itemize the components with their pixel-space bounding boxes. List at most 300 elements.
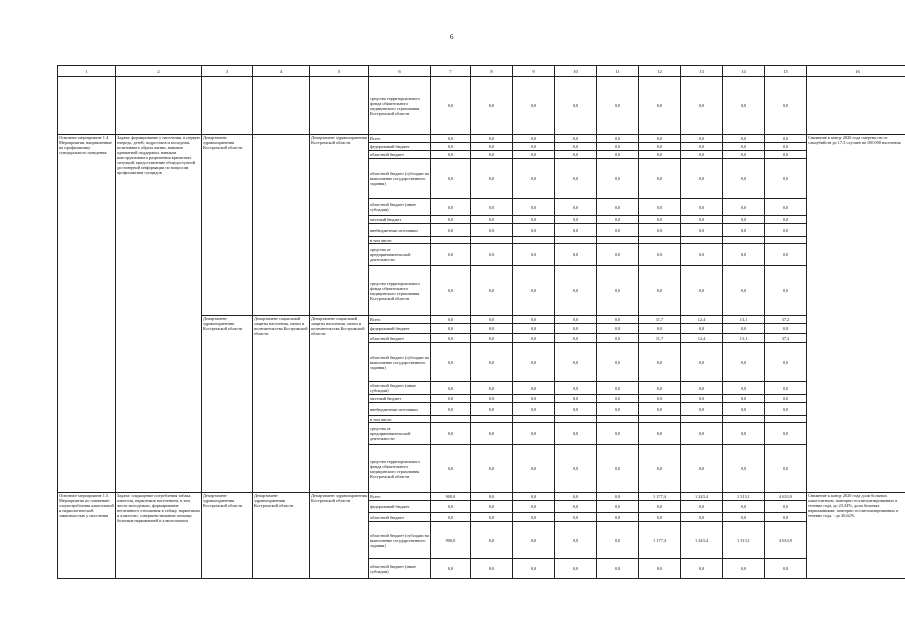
header-col-number: 11 xyxy=(597,66,639,77)
funding-value: 0,0 xyxy=(723,423,765,445)
funding-value: 0,0 xyxy=(555,423,597,445)
funding-value: 0,0 xyxy=(513,224,555,237)
funding-value: 0,0 xyxy=(513,395,555,403)
funding-value: 0,0 xyxy=(723,382,765,395)
funding-value: 13,1 xyxy=(723,334,765,343)
funding-value: 0,0 xyxy=(597,493,639,501)
funding-value: 0,0 xyxy=(765,77,807,135)
funding-value: 0,0 xyxy=(597,216,639,224)
funding-value: 0,0 xyxy=(681,224,723,237)
funding-value: 0,0 xyxy=(555,143,597,151)
funding-value: 0,0 xyxy=(555,135,597,143)
funding-value: 4 633,9 xyxy=(765,522,807,559)
funding-value: 0,0 xyxy=(513,316,555,324)
funding-value: 0,0 xyxy=(639,151,681,159)
funding-value: 0,0 xyxy=(765,135,807,143)
funding-value: 0,0 xyxy=(513,522,555,559)
activity-name xyxy=(58,77,116,135)
funding-value: 13,1 xyxy=(723,316,765,324)
header-col-number: 4 xyxy=(253,66,310,77)
funding-value: 0,0 xyxy=(681,324,723,334)
co-executor: Департамент здравоохранения Костромской области xyxy=(253,493,310,579)
funding-value: 0,0 xyxy=(431,77,471,135)
funding-value: 0,0 xyxy=(639,216,681,224)
funding-value xyxy=(765,237,807,244)
funding-value: 0,0 xyxy=(471,334,513,343)
funding-value: 0,0 xyxy=(639,343,681,382)
funding-value: 0,0 xyxy=(597,159,639,199)
funding-value xyxy=(723,237,765,244)
funding-value xyxy=(555,416,597,423)
funding-value: 0,0 xyxy=(555,382,597,395)
funding-value: 0,0 xyxy=(765,216,807,224)
funding-value: 0,0 xyxy=(513,334,555,343)
funding-source: областной бюджет xyxy=(369,334,431,343)
responsible-executor: Департамент здравоохранения Костромской области xyxy=(202,316,253,493)
funding-value: 0,0 xyxy=(555,513,597,522)
funding-value: 0,0 xyxy=(597,501,639,513)
funding-value: 0,0 xyxy=(723,135,765,143)
funding-value xyxy=(431,416,471,423)
funding-value: 0,0 xyxy=(597,151,639,159)
funding-value: 0,0 xyxy=(513,559,555,579)
funding-value: 0,0 xyxy=(555,334,597,343)
funding-value: 0,0 xyxy=(723,324,765,334)
funding-value: 0,0 xyxy=(471,316,513,324)
funding-value: 0,0 xyxy=(639,395,681,403)
funding-value: 0,0 xyxy=(765,143,807,151)
funding-value: 0,0 xyxy=(765,395,807,403)
funding-value: 0,0 xyxy=(597,382,639,395)
funding-value: 12,4 xyxy=(681,334,723,343)
funding-value: 0,0 xyxy=(765,159,807,199)
funding-value: 0,0 xyxy=(513,135,555,143)
funding-value: 0,0 xyxy=(723,199,765,216)
funding-source: областной бюджет (субсидии на выполнение государственного задания) xyxy=(369,522,431,559)
budget-table xyxy=(57,65,905,579)
header-col-number: 10 xyxy=(555,66,597,77)
funding-value: 0,0 xyxy=(555,266,597,316)
funding-value: 0,0 xyxy=(555,559,597,579)
funding-value: 11,7 xyxy=(639,334,681,343)
funding-value: 0,0 xyxy=(431,445,471,493)
funding-value xyxy=(555,237,597,244)
funding-value: 0,0 xyxy=(681,395,723,403)
funding-value: 0,0 xyxy=(431,403,471,416)
expected-result: Снижение к концу 2020 года доли больных алкоголизмом, повторно госпитализированных в течение года, до 23,34%, доли больных наркоманиями, повторно госпитализированных в течение года, - до 26,62% xyxy=(807,493,905,579)
funding-value xyxy=(597,237,639,244)
funding-value: 0,0 xyxy=(765,403,807,416)
activity-task: Задача: формирование у населения, в первую очередь, детей, подростков и молодежи, позитивного образа жизни, навыков адекватной поддержки, навыков конструктивного разрешения кризисных ситуаций, предоставление общедоступной достоверной информации по вопросам профилактики суицидов xyxy=(116,135,202,493)
funding-value: 0,0 xyxy=(471,151,513,159)
funding-value: 0,0 xyxy=(681,143,723,151)
funding-source: средства территориального фонда обязательного медицинского страхования Костромской области xyxy=(369,445,431,493)
funding-value: 0,0 xyxy=(597,559,639,579)
funding-value: 0,0 xyxy=(431,135,471,143)
funding-value xyxy=(431,237,471,244)
activity-task: Задача: сокращение потребления табака, алкоголя, наркотиков населением, в том числе молодежью, формирование негативного отношения к табаку, наркотикам и алкоголю, совершенствование помощи больным наркоманией и алкоголизмом xyxy=(116,493,202,579)
funding-value: 0,0 xyxy=(513,445,555,493)
funding-source: в том числе: xyxy=(369,416,431,423)
funding-value: 0,0 xyxy=(639,423,681,445)
header-col-number: 14 xyxy=(723,66,765,77)
funding-value: 1 243,4 xyxy=(681,493,723,501)
funding-value: 0,0 xyxy=(597,244,639,266)
funding-source: федеральный бюджет xyxy=(369,501,431,513)
header-col-number: 8 xyxy=(471,66,513,77)
funding-value: 0,0 xyxy=(431,143,471,151)
co-executor: - xyxy=(253,135,310,316)
funding-value: 0,0 xyxy=(639,382,681,395)
funding-source: областной бюджет (субсидии на выполнение государственного задания) xyxy=(369,343,431,382)
funding-value: 0,0 xyxy=(471,403,513,416)
funding-value: 0,0 xyxy=(681,403,723,416)
funding-source: средства территориального фонда обязательного медицинского страхования Костромской области xyxy=(369,77,431,135)
funding-value: 0,0 xyxy=(597,513,639,522)
funding-value: 0,0 xyxy=(639,501,681,513)
funding-value: 0,0 xyxy=(555,395,597,403)
funding-value: 0,0 xyxy=(431,316,471,324)
funding-value: 0,0 xyxy=(555,199,597,216)
funding-value: 0,0 xyxy=(723,151,765,159)
funding-value: 0,0 xyxy=(639,403,681,416)
funding-value: 0,0 xyxy=(513,382,555,395)
funding-value: 0,0 xyxy=(555,324,597,334)
funding-value: 0,0 xyxy=(723,403,765,416)
funding-value: 1 177,4 xyxy=(639,493,681,501)
budget-administrator: Департамент здравоохранения Костромской области xyxy=(310,135,369,316)
budget-administrator xyxy=(310,77,369,135)
funding-value: 0,0 xyxy=(765,559,807,579)
activity-name: Основное мероприятие 1.4. Мероприятия, направленные на профилактику суицидального поведения xyxy=(58,135,116,493)
funding-value: 0,0 xyxy=(597,403,639,416)
funding-value: 0,0 xyxy=(681,199,723,216)
funding-value: 0,0 xyxy=(765,423,807,445)
funding-source: областной бюджет (субсидии на выполнение государственного задания) xyxy=(369,159,431,199)
table-row xyxy=(58,77,905,135)
funding-value: 0,0 xyxy=(597,423,639,445)
funding-value: 0,0 xyxy=(597,135,639,143)
activity-name: Основное мероприятие 1.5. Мероприятия по снижению злоупотребления алкогольной и наркологической зависимостью у населения xyxy=(58,493,116,579)
funding-value: 0,0 xyxy=(681,382,723,395)
funding-source: областной бюджет (иные субсидии) xyxy=(369,559,431,579)
funding-value: 0,0 xyxy=(431,199,471,216)
funding-value: 0,0 xyxy=(431,334,471,343)
funding-value: 0,0 xyxy=(765,513,807,522)
funding-value xyxy=(471,416,513,423)
funding-value: 0,0 xyxy=(765,151,807,159)
funding-source: внебюджетные источники xyxy=(369,403,431,416)
funding-value: 0,0 xyxy=(681,423,723,445)
funding-value: 0,0 xyxy=(765,445,807,493)
responsible-executor xyxy=(202,77,253,135)
funding-value: 0,0 xyxy=(681,135,723,143)
funding-value: 0,0 xyxy=(597,334,639,343)
funding-value: 0,0 xyxy=(639,77,681,135)
funding-value: 0,0 xyxy=(555,316,597,324)
funding-value: 0,0 xyxy=(765,199,807,216)
funding-source: местный бюджет xyxy=(369,216,431,224)
funding-value: 0,0 xyxy=(431,151,471,159)
funding-source: областной бюджет (иные субсидии) xyxy=(369,199,431,216)
header-col-number: 6 xyxy=(369,66,431,77)
funding-value: 0,0 xyxy=(513,403,555,416)
header-col-number: 13 xyxy=(681,66,723,77)
funding-value xyxy=(471,237,513,244)
funding-value: 0,0 xyxy=(513,77,555,135)
funding-value: 0,0 xyxy=(639,266,681,316)
funding-value: 37,2 xyxy=(765,316,807,324)
header-col-number: 5 xyxy=(310,66,369,77)
funding-value: 0,0 xyxy=(555,445,597,493)
funding-value: 0,0 xyxy=(555,151,597,159)
funding-value: 0,0 xyxy=(723,216,765,224)
funding-value: 0,0 xyxy=(765,324,807,334)
funding-value: 0,0 xyxy=(723,266,765,316)
page-number: 6 xyxy=(450,33,454,41)
funding-value: 0,0 xyxy=(513,493,555,501)
funding-value: 0,0 xyxy=(639,244,681,266)
funding-value: 0,0 xyxy=(681,559,723,579)
responsible-executor: Департамент здравоохранения Костромской области xyxy=(202,493,253,579)
funding-value: 0,0 xyxy=(639,159,681,199)
funding-value: 0,0 xyxy=(597,143,639,151)
funding-value: 0,0 xyxy=(639,445,681,493)
funding-value: 0,0 xyxy=(431,324,471,334)
funding-value: 0,0 xyxy=(431,395,471,403)
funding-value: 0,0 xyxy=(471,423,513,445)
funding-value: 0,0 xyxy=(471,266,513,316)
funding-value: 0,0 xyxy=(471,501,513,513)
funding-value: 0,0 xyxy=(431,266,471,316)
funding-value: 0,0 xyxy=(513,266,555,316)
funding-value: 0,0 xyxy=(765,382,807,395)
funding-value: 0,0 xyxy=(597,199,639,216)
funding-value: 0,0 xyxy=(555,343,597,382)
funding-value: 0,0 xyxy=(555,501,597,513)
header-col-number: 16 xyxy=(807,66,905,77)
budget-administrator: Департамент социальной защиты населения, опеки и попечительства Костромской области xyxy=(310,316,369,493)
funding-value: 0,0 xyxy=(723,513,765,522)
funding-value: 0,0 xyxy=(681,77,723,135)
header-col-number: 15 xyxy=(765,66,807,77)
funding-source: Всего xyxy=(369,135,431,143)
funding-value: 0,0 xyxy=(555,224,597,237)
expected-result xyxy=(807,77,905,135)
funding-value: 0,0 xyxy=(555,403,597,416)
funding-value: 0,0 xyxy=(471,77,513,135)
funding-source: средства от предпринимательской деятельности xyxy=(369,423,431,445)
header-col-number: 12 xyxy=(639,66,681,77)
funding-value: 0,0 xyxy=(471,224,513,237)
funding-source: федеральный бюджет xyxy=(369,143,431,151)
funding-value: 0,0 xyxy=(471,343,513,382)
funding-value xyxy=(597,416,639,423)
table-row xyxy=(58,493,905,501)
funding-value: 0,0 xyxy=(597,316,639,324)
funding-value: 0,0 xyxy=(765,244,807,266)
funding-value: 0,0 xyxy=(513,513,555,522)
funding-value: 0,0 xyxy=(723,159,765,199)
funding-value: 0,0 xyxy=(723,501,765,513)
co-executor xyxy=(253,77,310,135)
funding-value: 0,0 xyxy=(639,513,681,522)
funding-value: 0,0 xyxy=(597,343,639,382)
funding-value: 0,0 xyxy=(597,522,639,559)
funding-value: 0,0 xyxy=(597,224,639,237)
expected-result: Снижение к концу 2020 года смертности от самоубийств до 17,5 случаев на 100 000 населения xyxy=(807,135,905,493)
funding-value: 0,0 xyxy=(513,216,555,224)
funding-value: 0,0 xyxy=(471,395,513,403)
responsible-executor: Департамент здравоохранения Костромской области xyxy=(202,135,253,316)
funding-value: 0,0 xyxy=(723,244,765,266)
funding-value: 0,0 xyxy=(681,244,723,266)
funding-value: 0,0 xyxy=(555,216,597,224)
funding-source: федеральный бюджет xyxy=(369,324,431,334)
funding-value: 0,0 xyxy=(765,224,807,237)
funding-value xyxy=(513,416,555,423)
funding-value: 0,0 xyxy=(471,216,513,224)
funding-value: 1 313,1 xyxy=(723,522,765,559)
funding-value: 0,0 xyxy=(555,244,597,266)
funding-value: 0,0 xyxy=(471,559,513,579)
funding-value: 0,0 xyxy=(639,224,681,237)
funding-value: 37,2 xyxy=(765,334,807,343)
table-row xyxy=(58,135,905,143)
header-col-number: 2 xyxy=(116,66,202,77)
funding-value: 0,0 xyxy=(431,423,471,445)
funding-value: 0,0 xyxy=(513,151,555,159)
funding-value: 0,0 xyxy=(431,159,471,199)
funding-value: 0,0 xyxy=(431,513,471,522)
funding-value: 0,0 xyxy=(765,266,807,316)
funding-value: 0,0 xyxy=(513,423,555,445)
funding-value: 0,0 xyxy=(555,159,597,199)
funding-source: средства территориального фонда обязательного медицинского страхования Костромской области xyxy=(369,266,431,316)
funding-value xyxy=(639,416,681,423)
funding-value: 900,0 xyxy=(431,493,471,501)
funding-value: 0,0 xyxy=(723,445,765,493)
funding-value: 0,0 xyxy=(431,559,471,579)
funding-value: 0,0 xyxy=(513,343,555,382)
funding-value: 0,0 xyxy=(597,395,639,403)
funding-value: 0,0 xyxy=(723,559,765,579)
funding-value: 11,7 xyxy=(639,316,681,324)
funding-value: 0,0 xyxy=(681,216,723,224)
funding-value: 0,0 xyxy=(513,244,555,266)
funding-value: 0,0 xyxy=(471,382,513,395)
funding-value: 0,0 xyxy=(513,159,555,199)
funding-value xyxy=(681,416,723,423)
funding-source: Всего xyxy=(369,316,431,324)
budget-administrator: Департамент здравоохранения Костромской области xyxy=(310,493,369,579)
funding-value: 1 243,4 xyxy=(681,522,723,559)
funding-value: 0,0 xyxy=(681,501,723,513)
funding-source: областной бюджет (иные субсидии) xyxy=(369,382,431,395)
funding-value: 0,0 xyxy=(471,513,513,522)
funding-value: 0,0 xyxy=(471,493,513,501)
funding-value: 0,0 xyxy=(471,445,513,493)
co-executor: Департамент социальной защиты населения, опеки и попечительства Костромской области xyxy=(253,316,310,493)
funding-value: 0,0 xyxy=(431,244,471,266)
funding-value: 0,0 xyxy=(597,445,639,493)
header-col-number: 9 xyxy=(513,66,555,77)
funding-value: 0,0 xyxy=(513,501,555,513)
funding-value: 0,0 xyxy=(723,143,765,151)
funding-value: 0,0 xyxy=(513,143,555,151)
funding-value: 0,0 xyxy=(681,445,723,493)
funding-source: областной бюджет xyxy=(369,513,431,522)
funding-value: 0,0 xyxy=(431,501,471,513)
funding-source: местный бюджет xyxy=(369,395,431,403)
funding-value: 0,0 xyxy=(681,513,723,522)
funding-value: 0,0 xyxy=(597,266,639,316)
funding-value: 0,0 xyxy=(431,382,471,395)
funding-value: 0,0 xyxy=(471,159,513,199)
funding-value: 1 313,1 xyxy=(723,493,765,501)
funding-value: 0,0 xyxy=(513,199,555,216)
funding-value: 0,0 xyxy=(765,501,807,513)
header-col-number: 1 xyxy=(58,66,116,77)
funding-value: 0,0 xyxy=(639,199,681,216)
funding-value: 0,0 xyxy=(431,224,471,237)
funding-value: 0,0 xyxy=(471,244,513,266)
funding-value: 0,0 xyxy=(471,324,513,334)
funding-value: 0,0 xyxy=(681,151,723,159)
funding-value: 12,4 xyxy=(681,316,723,324)
funding-source: областной бюджет xyxy=(369,151,431,159)
funding-value: 0,0 xyxy=(431,216,471,224)
funding-value: 0,0 xyxy=(555,493,597,501)
funding-value: 0,0 xyxy=(765,343,807,382)
funding-value: 0,0 xyxy=(471,199,513,216)
funding-value xyxy=(723,416,765,423)
funding-value: 0,0 xyxy=(471,135,513,143)
funding-value: 0,0 xyxy=(471,522,513,559)
funding-value: 0,0 xyxy=(513,324,555,334)
funding-value: 0,0 xyxy=(431,343,471,382)
funding-value: 4 633,9 xyxy=(765,493,807,501)
funding-value: 0,0 xyxy=(597,324,639,334)
funding-value: 0,0 xyxy=(681,159,723,199)
funding-source: в том числе: xyxy=(369,237,431,244)
funding-value: 0,0 xyxy=(639,135,681,143)
funding-value xyxy=(765,416,807,423)
funding-value xyxy=(513,237,555,244)
funding-value: 0,0 xyxy=(639,143,681,151)
funding-value: 1 177,4 xyxy=(639,522,681,559)
funding-value: 900,0 xyxy=(431,522,471,559)
funding-value: 0,0 xyxy=(723,224,765,237)
funding-source: внебюджетные источники xyxy=(369,224,431,237)
header-row xyxy=(58,66,905,77)
header-col-number: 7 xyxy=(431,66,471,77)
funding-value: 0,0 xyxy=(723,395,765,403)
funding-value: 0,0 xyxy=(555,522,597,559)
header-col-number: 3 xyxy=(202,66,253,77)
funding-value: 0,0 xyxy=(555,77,597,135)
funding-value: 0,0 xyxy=(471,143,513,151)
activity-task xyxy=(116,77,202,135)
funding-value xyxy=(639,237,681,244)
funding-value: 0,0 xyxy=(723,343,765,382)
funding-value: 0,0 xyxy=(723,77,765,135)
funding-source: Всего xyxy=(369,493,431,501)
funding-value: 0,0 xyxy=(681,266,723,316)
funding-source: средства от предпринимательской деятельности xyxy=(369,244,431,266)
funding-value: 0,0 xyxy=(681,343,723,382)
funding-value xyxy=(681,237,723,244)
